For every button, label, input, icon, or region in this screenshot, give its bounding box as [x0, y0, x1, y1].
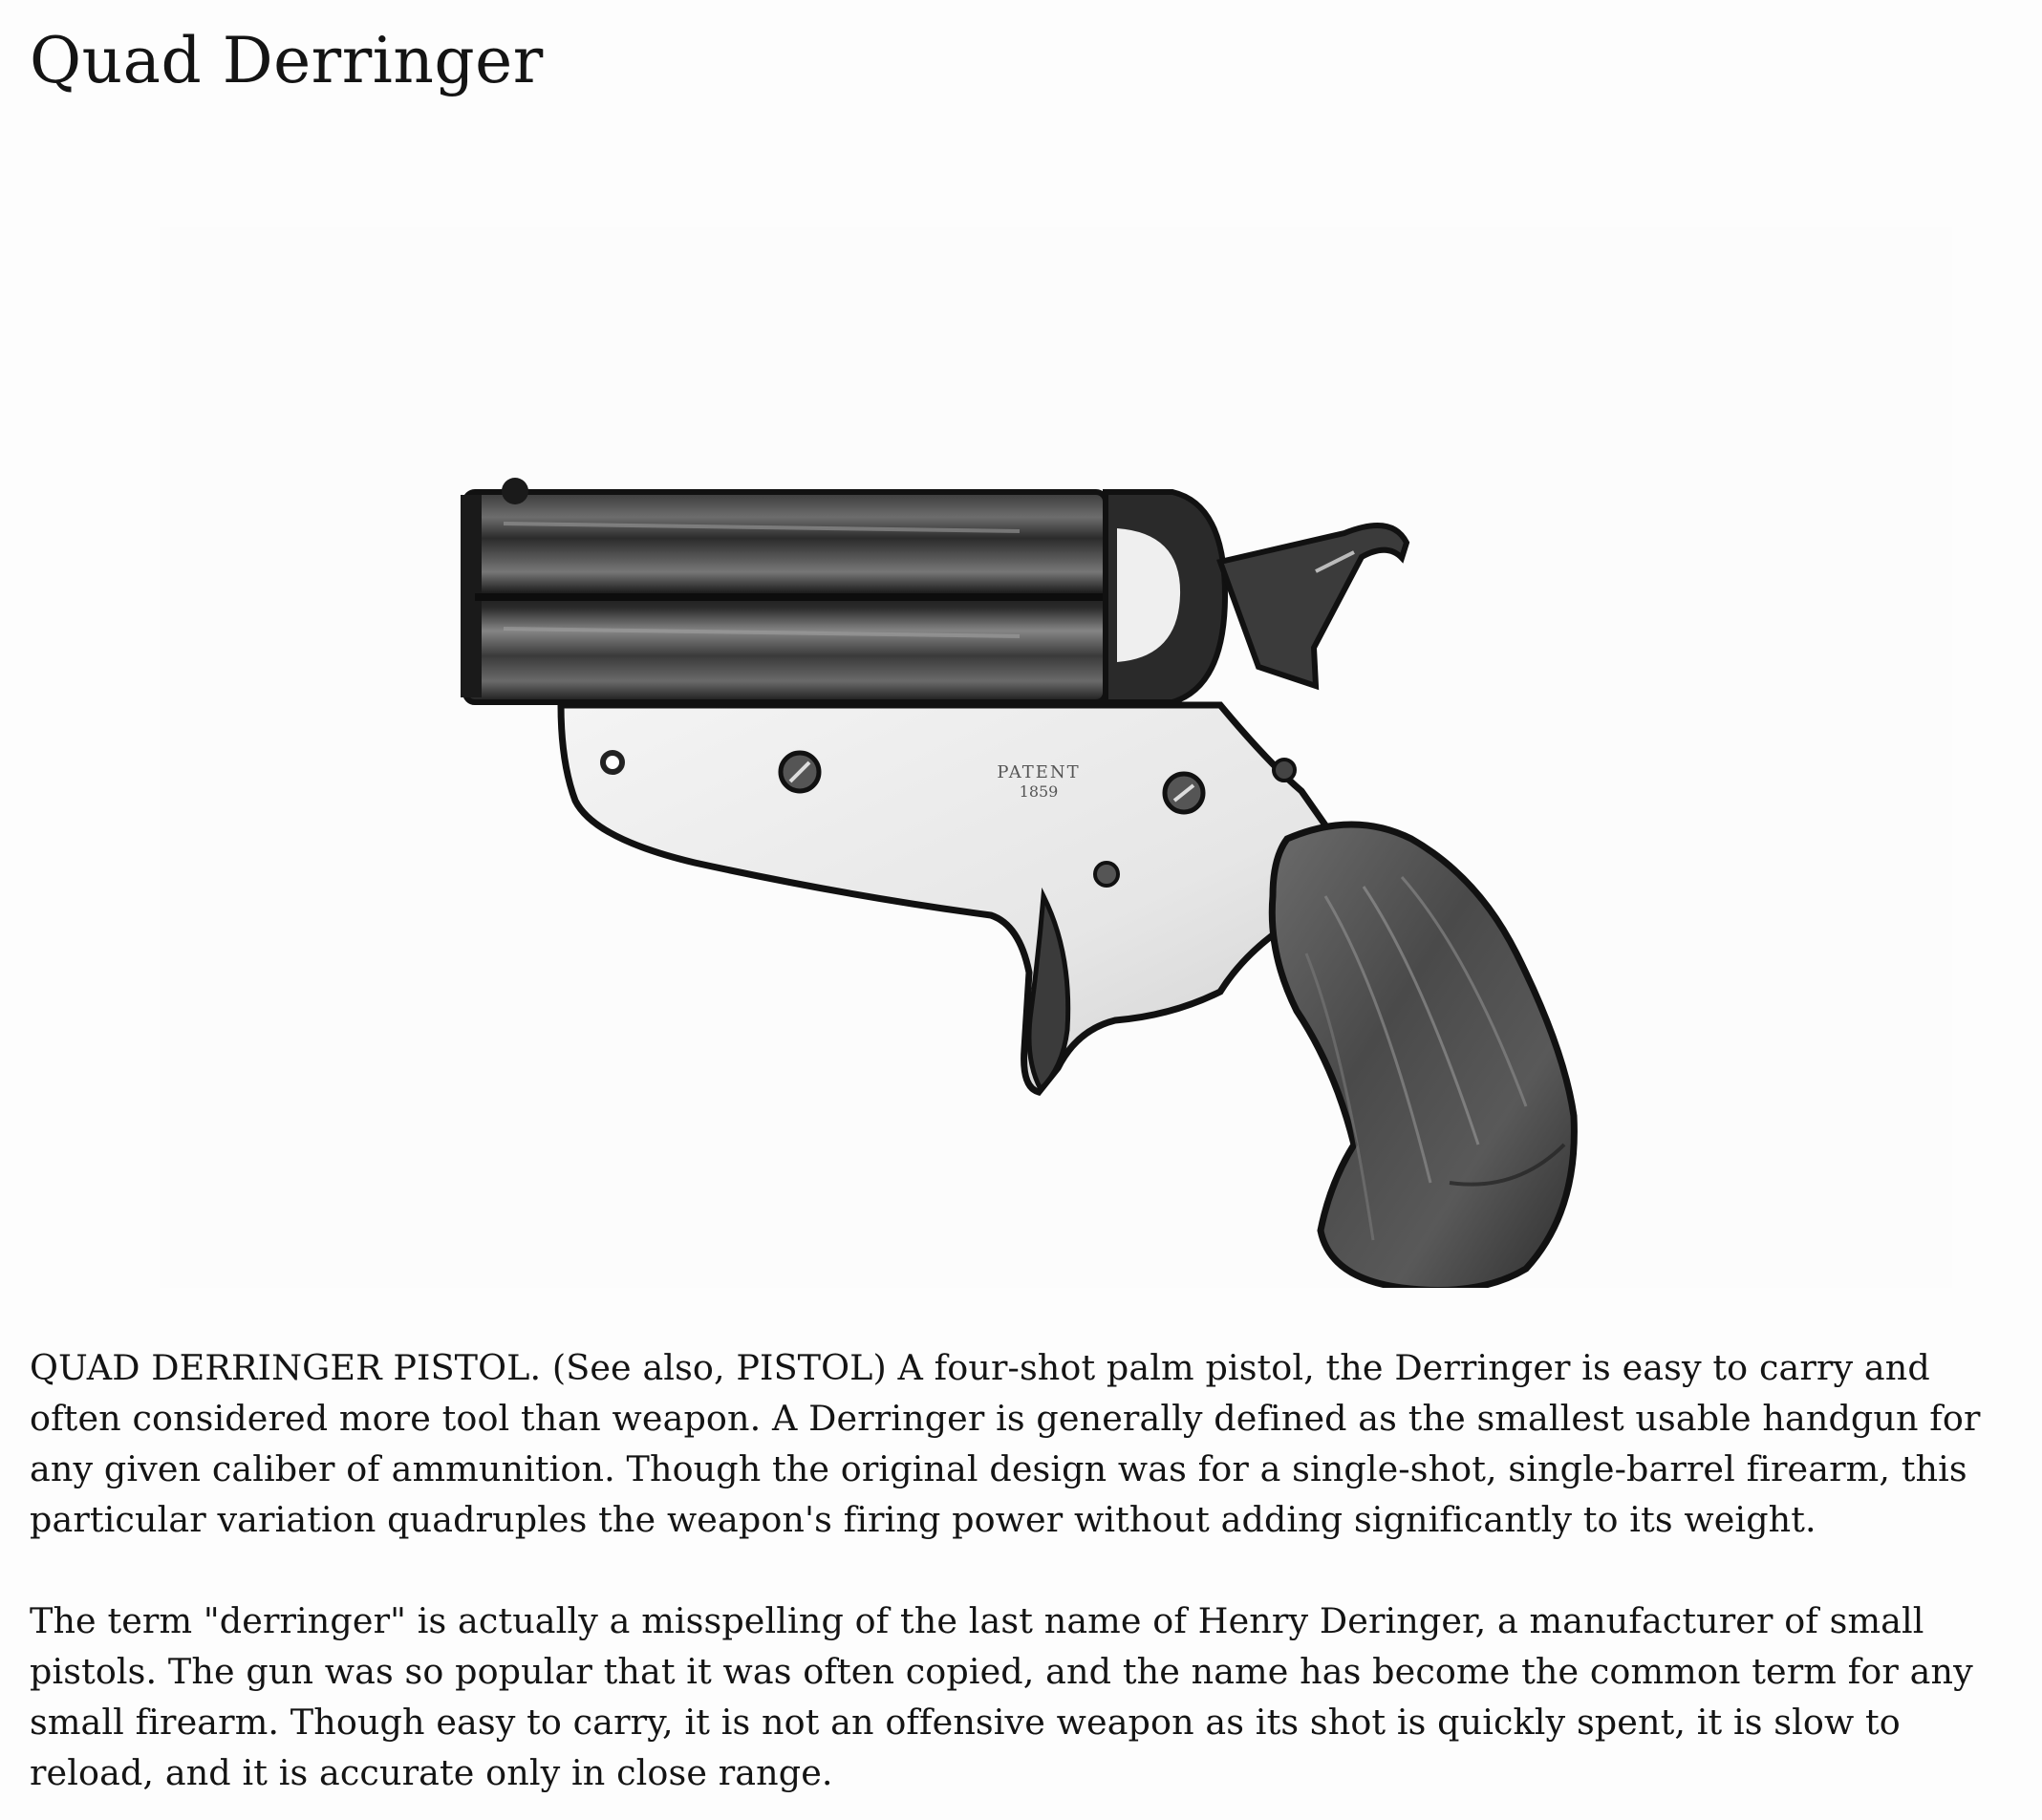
hammer: [1220, 525, 1407, 686]
page-title: Quad Derringer: [30, 24, 544, 97]
breech: [1106, 492, 1225, 702]
frame-engraving-line2: 1859: [1019, 782, 1059, 801]
wooden-grip: [1272, 824, 1574, 1288]
pistol-illustration: [160, 227, 1952, 1288]
barrel-block: [461, 478, 1106, 702]
frame: [561, 705, 1392, 1092]
frame-engraving-line1: PATENT: [997, 762, 1081, 782]
article-paragraph-1: QUAD DERRINGER PISTOL. (See also, PISTOL) A four-shot palm pistol, the Derringer is easy to carry and often considered more tool than weapon. A Derringer is generally defined as the smallest usable handgun for any given caliber of ammunition. Though the original design was for a single-shot, single-barrel firearm, this particular variation quadruples the weapon's firing power without adding significantly to its weight.: [30, 1347, 1981, 1540]
article-paragraph-2: The term "derringer" is actually a misspelling of the last name of Henry Deringer, a manufacturer of small pistols. The gun was so popular that it was often copied, and the name has become the common term for any small firearm. Though easy to carry, it is not an offensive weapon as its shot is quickly spent, it is slow to reload, and it is accurate only in close range.: [30, 1600, 1973, 1793]
article-body: [30, 1342, 2017, 1798]
